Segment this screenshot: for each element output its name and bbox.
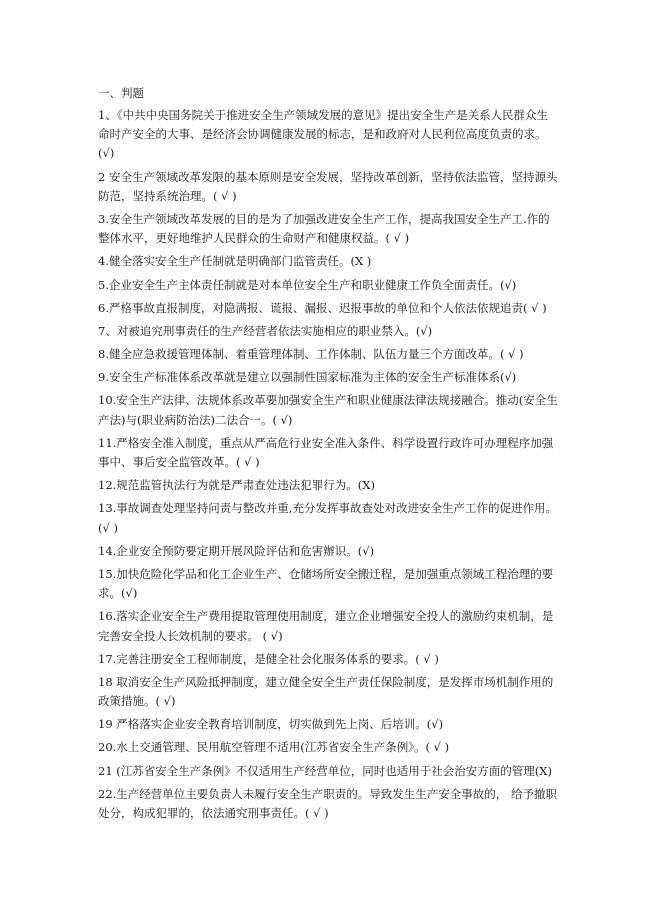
section-title: 一、判题 (98, 86, 144, 100)
question-text-line: 求。(√) (98, 586, 138, 601)
question-item (98, 299, 558, 318)
question-item (98, 210, 558, 248)
question-item (98, 738, 558, 757)
question-text-line: 处分，构成犯罪的，依法通究刑事责任。( √ ) (98, 806, 329, 820)
question-text-line: 产法)与(职业病防治法)二法合一。( √) (98, 412, 293, 427)
question-item (98, 673, 558, 711)
question-text-line: (√ ) (98, 520, 118, 535)
question-item (98, 168, 558, 206)
question-item (98, 499, 558, 537)
question-item (98, 650, 558, 669)
question-text-line: 事中、事后安全监管改革。( √ ) (98, 455, 260, 469)
question-item (98, 345, 558, 364)
question-text-line: 22.生产经营单位主要负责人未履行安全生产职责的。导致发生生产安全事故的， 给予撤职 (98, 786, 557, 801)
question-item (98, 607, 558, 645)
question-text-line: 4.健全落实安全生产任制就是明确部门监管责任。(X ) (98, 254, 372, 269)
question-list (98, 106, 558, 827)
question-text-line: 14.企业安全预防要定期开展风险评估和危害辦识。(√) (98, 543, 375, 558)
question-text-line: (√) (98, 146, 115, 161)
question-item (98, 434, 558, 472)
question-text-line: 2 安全生产领域改革发限的基本原则是安全发展，坚持改革创新，坚持依法监管，坚持源头 (98, 169, 558, 184)
question-text-line: 7、对被追究刑事责任的生产经营者依法实施相应的职业禁入。(√) (98, 323, 433, 338)
question-text-line: 5.企业安全生产主体责任制就是对本单位安全生产和职业健康工作负全面责任。(√) (98, 277, 517, 292)
question-text-line: 9.安全生产标准体系改革就是建立以强制性国家标准为主体的安全生产标准体系(√) (98, 370, 517, 385)
question-text-line: 8.健全应急救援管理体制、着重管理体制、工作体制、队伍力量三个方面改革。( √ ) (98, 347, 524, 362)
question-item (98, 252, 558, 271)
question-text-line: 19 严格落实企业安全教育培训制度，切实做到先上岗、后培训。(√) (98, 717, 444, 732)
question-item (98, 276, 558, 295)
question-text-line: 15.加快危险化学品和化工企业生产、仓储场所安全搬迁程，是加强重点领域工程治理的要 (98, 566, 554, 581)
question-text-line: 12.规范监管执法行为就是严肃查处违法犯罪行为。(X) (98, 478, 375, 493)
question-text-line: 1、《中共中央国务院关于推进安全生产领域发展的意见》提出安全生产是关系人民群众生 (98, 108, 549, 122)
question-item (98, 476, 558, 495)
question-text-line: 防范，坚持系统治理。( √ ) (98, 188, 237, 203)
question-text-line: 17.完善注册安全工程师制度，是健全社会化服务体系的要求。( √ ) (98, 651, 439, 666)
question-item (98, 785, 558, 823)
question-item (98, 322, 558, 341)
document-page (98, 84, 558, 827)
question-text-line: 6.严格事故直报制度，对隐满报、谎报、漏报、迟报事故的单位和个人依法依规追责( √ ) (98, 300, 547, 315)
question-item (98, 542, 558, 561)
question-text-line: 11.严格安全准入制度，重点从严高危行业安全准入条件、科学设置行政许可办理程序加强 (98, 435, 554, 450)
question-text-line: 21 (江苏省安全生产条例》不仅适用生产经营单位，同时也适用于社会治安方面的管理(X) (98, 763, 552, 778)
question-item (98, 762, 558, 781)
question-item (98, 106, 558, 164)
question-text-line: 命时产安全的大事、是经济会协调健康发展的标志，是和政府对人民利位高度负责的求。 (98, 127, 547, 142)
question-text-line: 完善安全投人长效机制的要求。 ( √) (98, 628, 283, 643)
question-item (98, 368, 558, 387)
question-text-line: 16.落实企业安全生产费用提取管理使用制度，建立企业增强安全投人的激励约束机制，是 (98, 609, 554, 624)
question-text-line: 18 取消安全生产风险抵押制度，建立健全安全生产责任保险制度，是发挥市场机制作用的 (98, 674, 554, 689)
question-item (98, 715, 558, 734)
question-item (98, 565, 558, 603)
question-text-line: 政策措施。( √) (98, 694, 176, 709)
question-text-line: 10.安全生产法律、法规体系改革要加强安全生产和职业健康法律法规接融合。推动(安全生 (98, 393, 558, 408)
question-text-line: 20.水上交通管理、民用航空管理不适用(江苏省安全生产条例》。( √ ) (98, 740, 450, 755)
question-text-line: 3.安全生产领域改革发展的目的是为了加强改进安全生产工作，提高我国安全生产工.作的 (98, 211, 550, 226)
question-text-line: 整体水平，更好地维护人民群众的生命财产和健康权益。( √ ) (98, 231, 410, 246)
question-item (98, 391, 558, 429)
question-text-line: 13.事故调查处理坚持问责与整改并重,充分发挥事故查处对改进安全生产工作的促进作用。 (98, 501, 557, 516)
